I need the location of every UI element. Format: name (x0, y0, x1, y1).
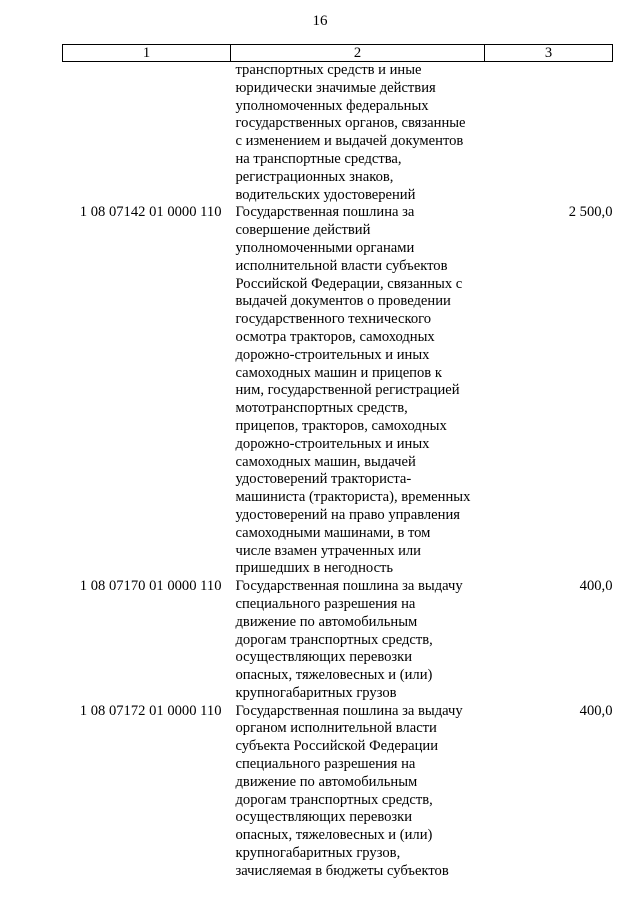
description-line: государственного технического (235, 311, 432, 328)
revenue-description (231, 204, 485, 578)
description-line: транспортных средств и иные (235, 62, 422, 78)
page-number: 16 (312, 13, 328, 29)
table-body (63, 62, 613, 881)
description-line: Государственная пошлина за выдачу (235, 578, 463, 595)
description-line: самоходными машинами, в том (235, 524, 431, 541)
revenue-amount: 400,0 (579, 702, 613, 719)
description-line: исполнительной власти субъектов (235, 257, 448, 274)
column-header-2: 2 (231, 45, 485, 62)
table-header-row (63, 45, 613, 62)
description-line: водительских удостоверений (235, 186, 416, 203)
description-line: органом исполнительной власти (235, 720, 437, 737)
revenue-amount (485, 62, 613, 205)
description-line: дорожно-строительных и иных (235, 346, 430, 363)
table-row (63, 62, 613, 205)
description-line: дорогам транспортных средств, (235, 791, 433, 808)
description-line: на транспортные средства, (235, 150, 402, 167)
description-line: Государственная пошлина за (235, 204, 415, 221)
table-row (63, 578, 613, 703)
revenue-code: 1 08 07142 01 0000 110 (79, 204, 222, 221)
description-line: регистрационных знаков, (235, 168, 394, 185)
revenue-description (231, 578, 485, 703)
revenue-amount: 2 500,0 (568, 204, 613, 221)
table-row (63, 703, 613, 881)
description-line: прицепов, тракторов, самоходных (235, 417, 447, 434)
revenue-amount: 400,0 (579, 578, 613, 595)
revenue-code (63, 62, 231, 205)
description-line: мототранспортных средств, (235, 400, 408, 417)
description-line: субъекта Российской Федерации (235, 738, 439, 755)
description-line: государственных органов, связанные (235, 115, 466, 132)
description-line: ним, государственной регистрацией (235, 382, 460, 399)
description-line: пришедших в негодность (235, 560, 394, 577)
description-line: движение по автомобильным (235, 613, 418, 630)
description-line: с изменением и выдачей документов (235, 133, 464, 150)
description-line: Государственная пошлина за выдачу (235, 702, 463, 719)
revenue-table (62, 44, 613, 881)
description-line: специального разрешения на (235, 595, 416, 612)
description-line: самоходных машин, выдачей (235, 453, 416, 470)
description-line: Российской Федерации, связанных с (235, 275, 463, 292)
description-line: удостоверений на право управления (235, 506, 460, 523)
description-line: уполномоченных федеральных (235, 97, 429, 114)
description-line: совершение действий (235, 222, 371, 239)
revenue-code: 1 08 07170 01 0000 110 (79, 578, 222, 595)
description-line: крупногабаритных грузов (235, 684, 397, 701)
revenue-description (231, 703, 485, 881)
description-line: осуществляющих перевозки (235, 809, 413, 826)
description-line: зачисляемая в бюджеты субъектов (235, 862, 449, 879)
description-line: крупногабаритных грузов, (235, 845, 401, 862)
description-line: машиниста (тракториста), временных (235, 489, 471, 506)
description-line: опасных, тяжеловесных и (или) (235, 667, 433, 684)
revenue-code: 1 08 07172 01 0000 110 (79, 702, 222, 719)
description-line: осуществляющих перевозки (235, 649, 413, 666)
description-line: опасных, тяжеловесных и (или) (235, 827, 433, 844)
description-line: осмотра тракторов, самоходных (235, 328, 435, 345)
column-header-3: 3 (485, 45, 613, 62)
description-line: специального разрешения на (235, 756, 416, 773)
description-line: удостоверений тракториста- (235, 471, 412, 488)
description-line: движение по автомобильным (235, 773, 418, 790)
description-line: дорогам транспортных средств, (235, 631, 433, 648)
column-header-1: 1 (63, 45, 231, 62)
description-line: выдачей документов о проведении (235, 293, 451, 310)
description-line: самоходных машин и прицепов к (235, 364, 442, 381)
description-line: уполномоченными органами (235, 239, 415, 256)
description-line: дорожно-строительных и иных (235, 435, 430, 452)
description-line: числе взамен утраченных или (235, 542, 421, 559)
description-line: юридически значимые действия (235, 79, 436, 96)
revenue-description (231, 62, 485, 205)
table-row (63, 204, 613, 578)
